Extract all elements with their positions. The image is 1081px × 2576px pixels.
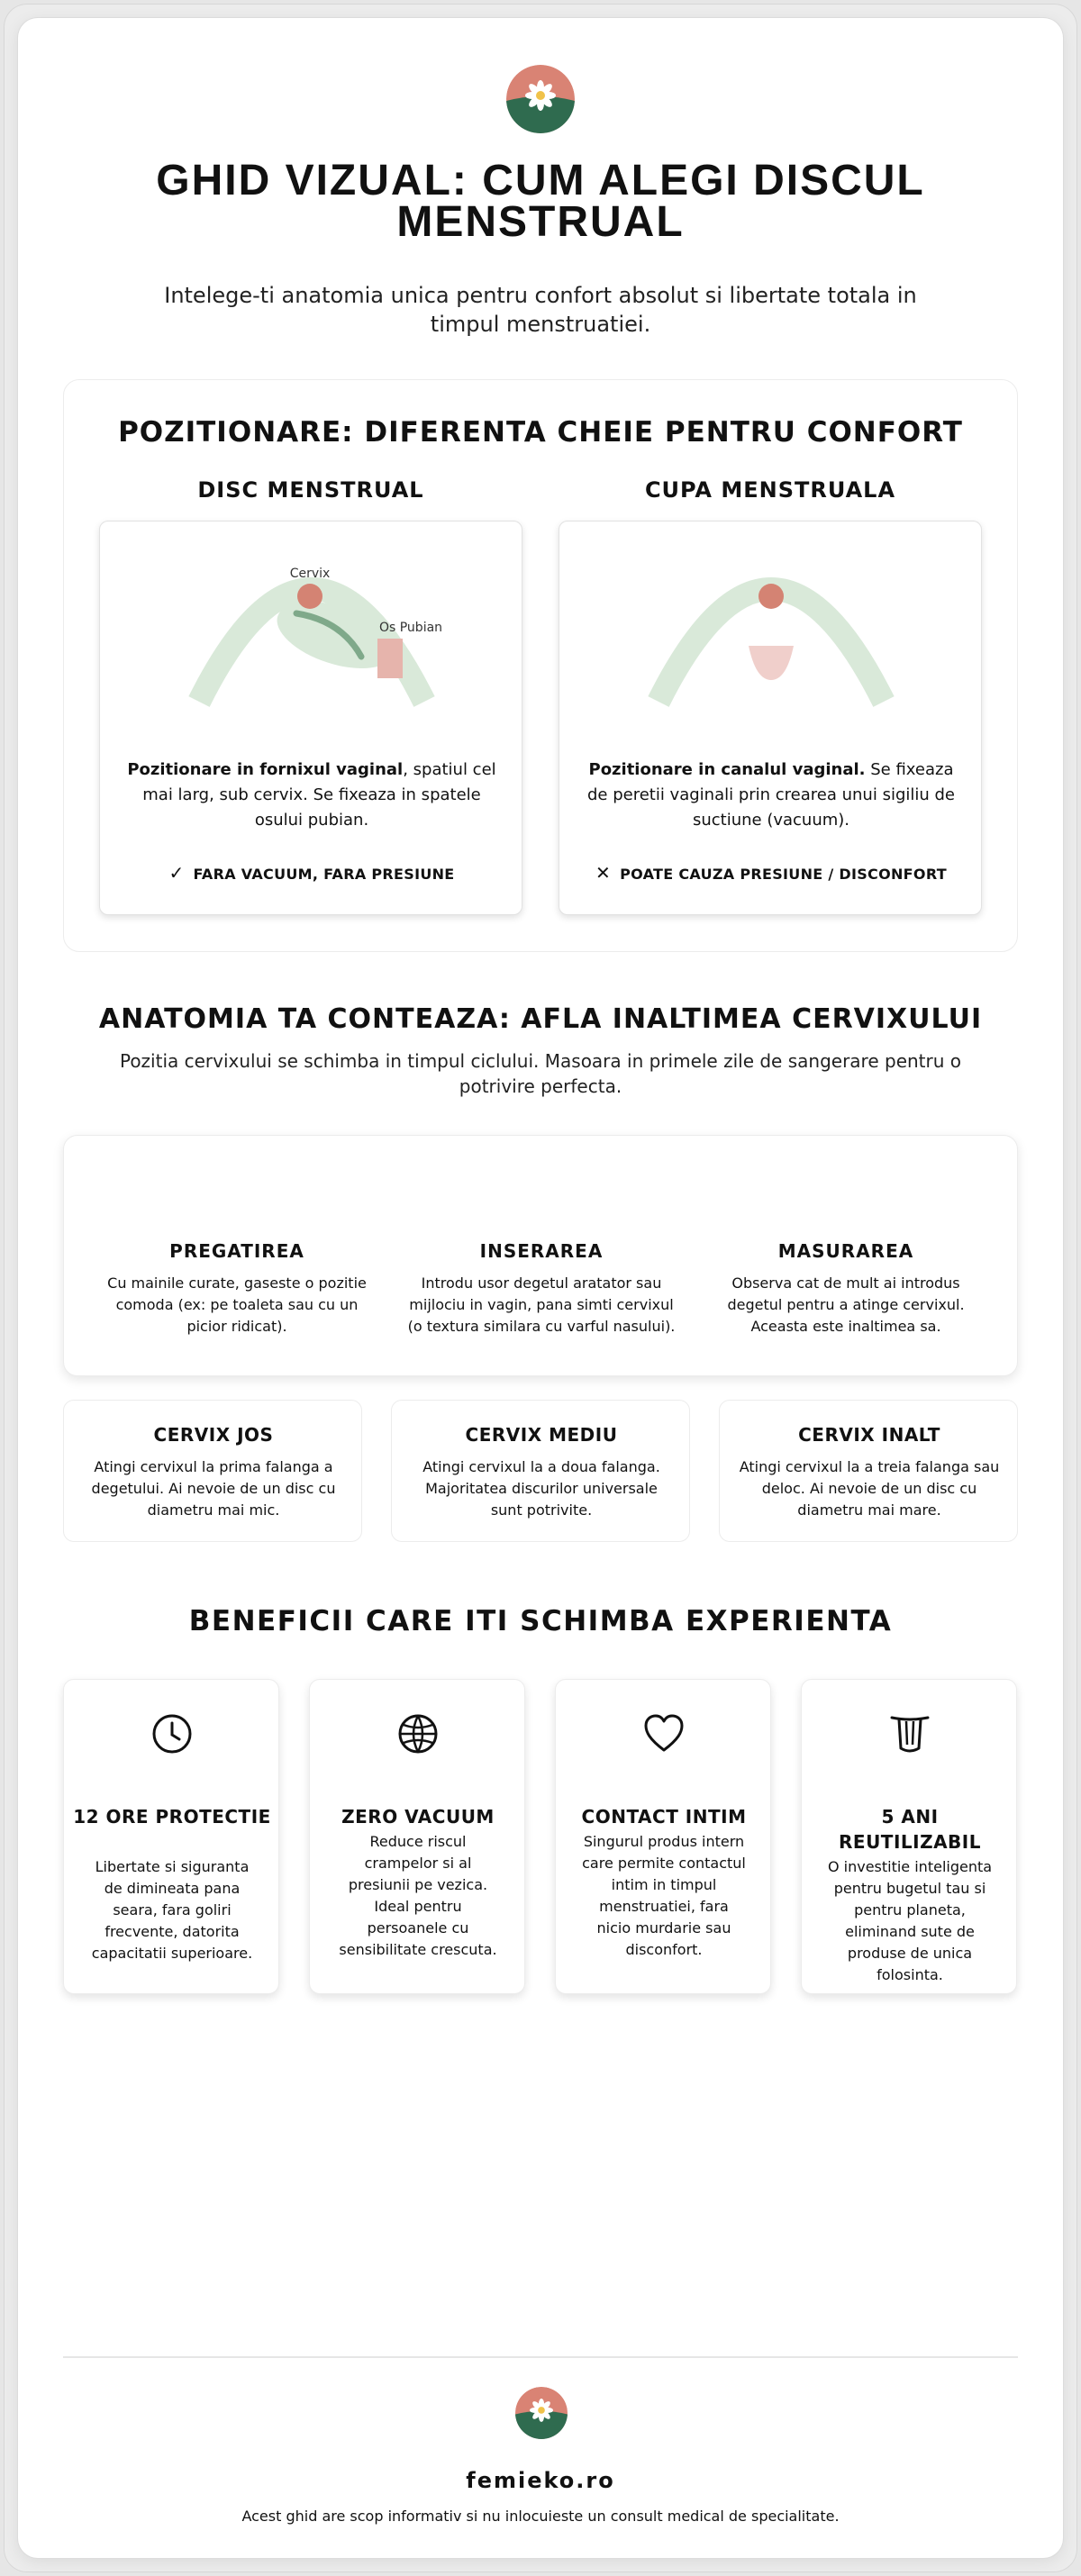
brand-logo bbox=[506, 65, 575, 133]
disc-card bbox=[99, 521, 522, 915]
disc-verdict bbox=[100, 862, 523, 884]
step-text: Introdu usor degetul aratator sau mijlociu in vagin, pana simti cervixul (o textura similara cu varful nasului). bbox=[407, 1274, 676, 1335]
cup-shape bbox=[749, 646, 794, 680]
cup-verdict-text: POATE CAUZA PRESIUNE / DISCONFORT bbox=[620, 866, 947, 883]
benefit-title: 5 ANI REUTILIZABIL bbox=[839, 1806, 981, 1853]
benefits-title: BENEFICII CARE ITI SCHIMBA EXPERIENTA bbox=[188, 1605, 893, 1637]
flower-logo-icon bbox=[515, 2387, 568, 2439]
disc-description-text: , spatiul cel mai larg, sub cervix. Se fixeaza in spatele osului pubian. bbox=[142, 760, 496, 830]
cervix-level-text: Atingi cervixul la a doua falanga. Majoritatea discurilor universale sunt potrivite. bbox=[422, 1458, 660, 1519]
benefit-title: CONTACT INTIM bbox=[581, 1806, 747, 1828]
check-icon: ✓ bbox=[168, 862, 185, 884]
disc-heading: DISC MENSTRUAL bbox=[197, 477, 424, 503]
pubic-bone-label: Os Pubian bbox=[378, 621, 443, 635]
close-icon: ✕ bbox=[595, 862, 612, 884]
cervix-level-text: Atingi cervixul la prima falanga a degetului. Ai nevoie de un disc cu diametru mai mic. bbox=[91, 1458, 336, 1519]
globe-icon bbox=[396, 1712, 440, 1755]
page-title: GHID VIZUAL: CUM ALEGI DISCUL MENSTRUAL bbox=[156, 157, 925, 246]
disc-description bbox=[123, 757, 501, 833]
infographic-page bbox=[18, 18, 1063, 2558]
disc-diagram bbox=[100, 522, 523, 738]
cervix-level-title: CERVIX MEDIU bbox=[465, 1424, 618, 1446]
cervix-shape bbox=[297, 584, 322, 609]
benefit-text: Singurul produs intern care permite contactul intim in timpul menstruatiei, fara nicio murdarie sau disconfort. bbox=[582, 1833, 746, 1958]
step-text: Cu mainile curate, gaseste o pozitie comoda (ex: pe toaleta sau cu un picior ridicat). bbox=[107, 1274, 367, 1335]
footer-divider bbox=[63, 2356, 1018, 2358]
cup-description-bold: Pozitionare in canalul vaginal. bbox=[588, 760, 866, 779]
pubic-bone-shape bbox=[377, 639, 403, 678]
clock-icon bbox=[150, 1712, 194, 1755]
cervix-level-title: CERVIX INALT bbox=[798, 1424, 940, 1446]
cervix-shape bbox=[759, 584, 784, 609]
step-text: Observa cat de mult ai introdus degetul pentru a atinge cervixul. Aceasta este inaltimea sa. bbox=[727, 1274, 965, 1335]
disc-description-bold: Pozitionare in fornixul vaginal bbox=[127, 760, 404, 779]
step-title: PREGATIREA bbox=[169, 1240, 304, 1262]
benefit-text: Libertate si siguranta de dimineata pana seara, fara goliri frecvente, datorita capacitatii superioare. bbox=[91, 1858, 253, 1962]
footer-brand: femieko.ro bbox=[466, 2468, 615, 2493]
benefit-card bbox=[309, 1679, 525, 1994]
disc-verdict-text: FARA VACUUM, FARA PRESIUNE bbox=[193, 866, 455, 883]
benefit-card bbox=[555, 1679, 771, 1994]
steps-panel bbox=[63, 1135, 1018, 1376]
footer-logo bbox=[515, 2387, 568, 2439]
positioning-title: POZITIONARE: DIFERENTA CHEIE PENTRU CONFORT bbox=[118, 416, 963, 449]
page-subtitle: Intelege-ti anatomia unica pentru confort absolut si libertate totala in timpul menstruatiei. bbox=[164, 283, 917, 337]
cup-card bbox=[559, 521, 982, 915]
benefit-card bbox=[63, 1679, 279, 1994]
cup-description bbox=[582, 757, 960, 833]
cup-diagram bbox=[559, 522, 983, 738]
benefit-card bbox=[801, 1679, 1017, 1994]
cup-description-text: Se fixeaza de peretii vaginali prin crearea unui sigiliu de suctiune (vacuum). bbox=[586, 760, 956, 830]
benefit-title: 12 ORE PROTECTIE bbox=[73, 1806, 271, 1828]
cup-heading: CUPA MENSTRUALA bbox=[644, 477, 896, 503]
footer-disclaimer: Acest ghid are scop informativ si nu inlocuieste un consult medical de specialitate. bbox=[241, 2508, 840, 2525]
benefit-text: Reduce riscul crampelor si al presiunii pe vezica. Ideal pentru persoanele cu sensibilitate crescuta. bbox=[339, 1833, 497, 1958]
cervix-label: Cervix bbox=[289, 567, 331, 581]
cervix-level-card bbox=[391, 1400, 690, 1542]
benefit-title: ZERO VACUUM bbox=[341, 1806, 495, 1828]
cup-verdict bbox=[559, 862, 983, 884]
disc-cup-icon bbox=[888, 1712, 931, 1755]
anatomy-subtitle: Pozitia cervixului se schimba in timpul ciclului. Masoara in primele zile de sangerare pentru o potrivire perfecta. bbox=[119, 1050, 962, 1097]
cervix-level-card bbox=[719, 1400, 1018, 1542]
anatomy-title: ANATOMIA TA CONTEAZA: AFLA INALTIMEA CERVIXULUI bbox=[98, 1003, 983, 1035]
heart-icon bbox=[642, 1712, 686, 1755]
cervix-level-card bbox=[63, 1400, 362, 1542]
benefit-text: O investitie inteligenta pentru bugetul tau si pentru planeta, eliminand sute de produse de unica folosinta. bbox=[827, 1858, 993, 1983]
flower-logo-icon bbox=[506, 65, 575, 133]
step-title: MASURAREA bbox=[777, 1240, 914, 1262]
cervix-level-text: Atingi cervixul la a treia falanga sau deloc. Ai nevoie de un disc cu diametru mai mare. bbox=[739, 1458, 1000, 1519]
cervix-level-title: CERVIX JOS bbox=[153, 1424, 274, 1446]
step-title: INSERAREA bbox=[479, 1240, 604, 1262]
